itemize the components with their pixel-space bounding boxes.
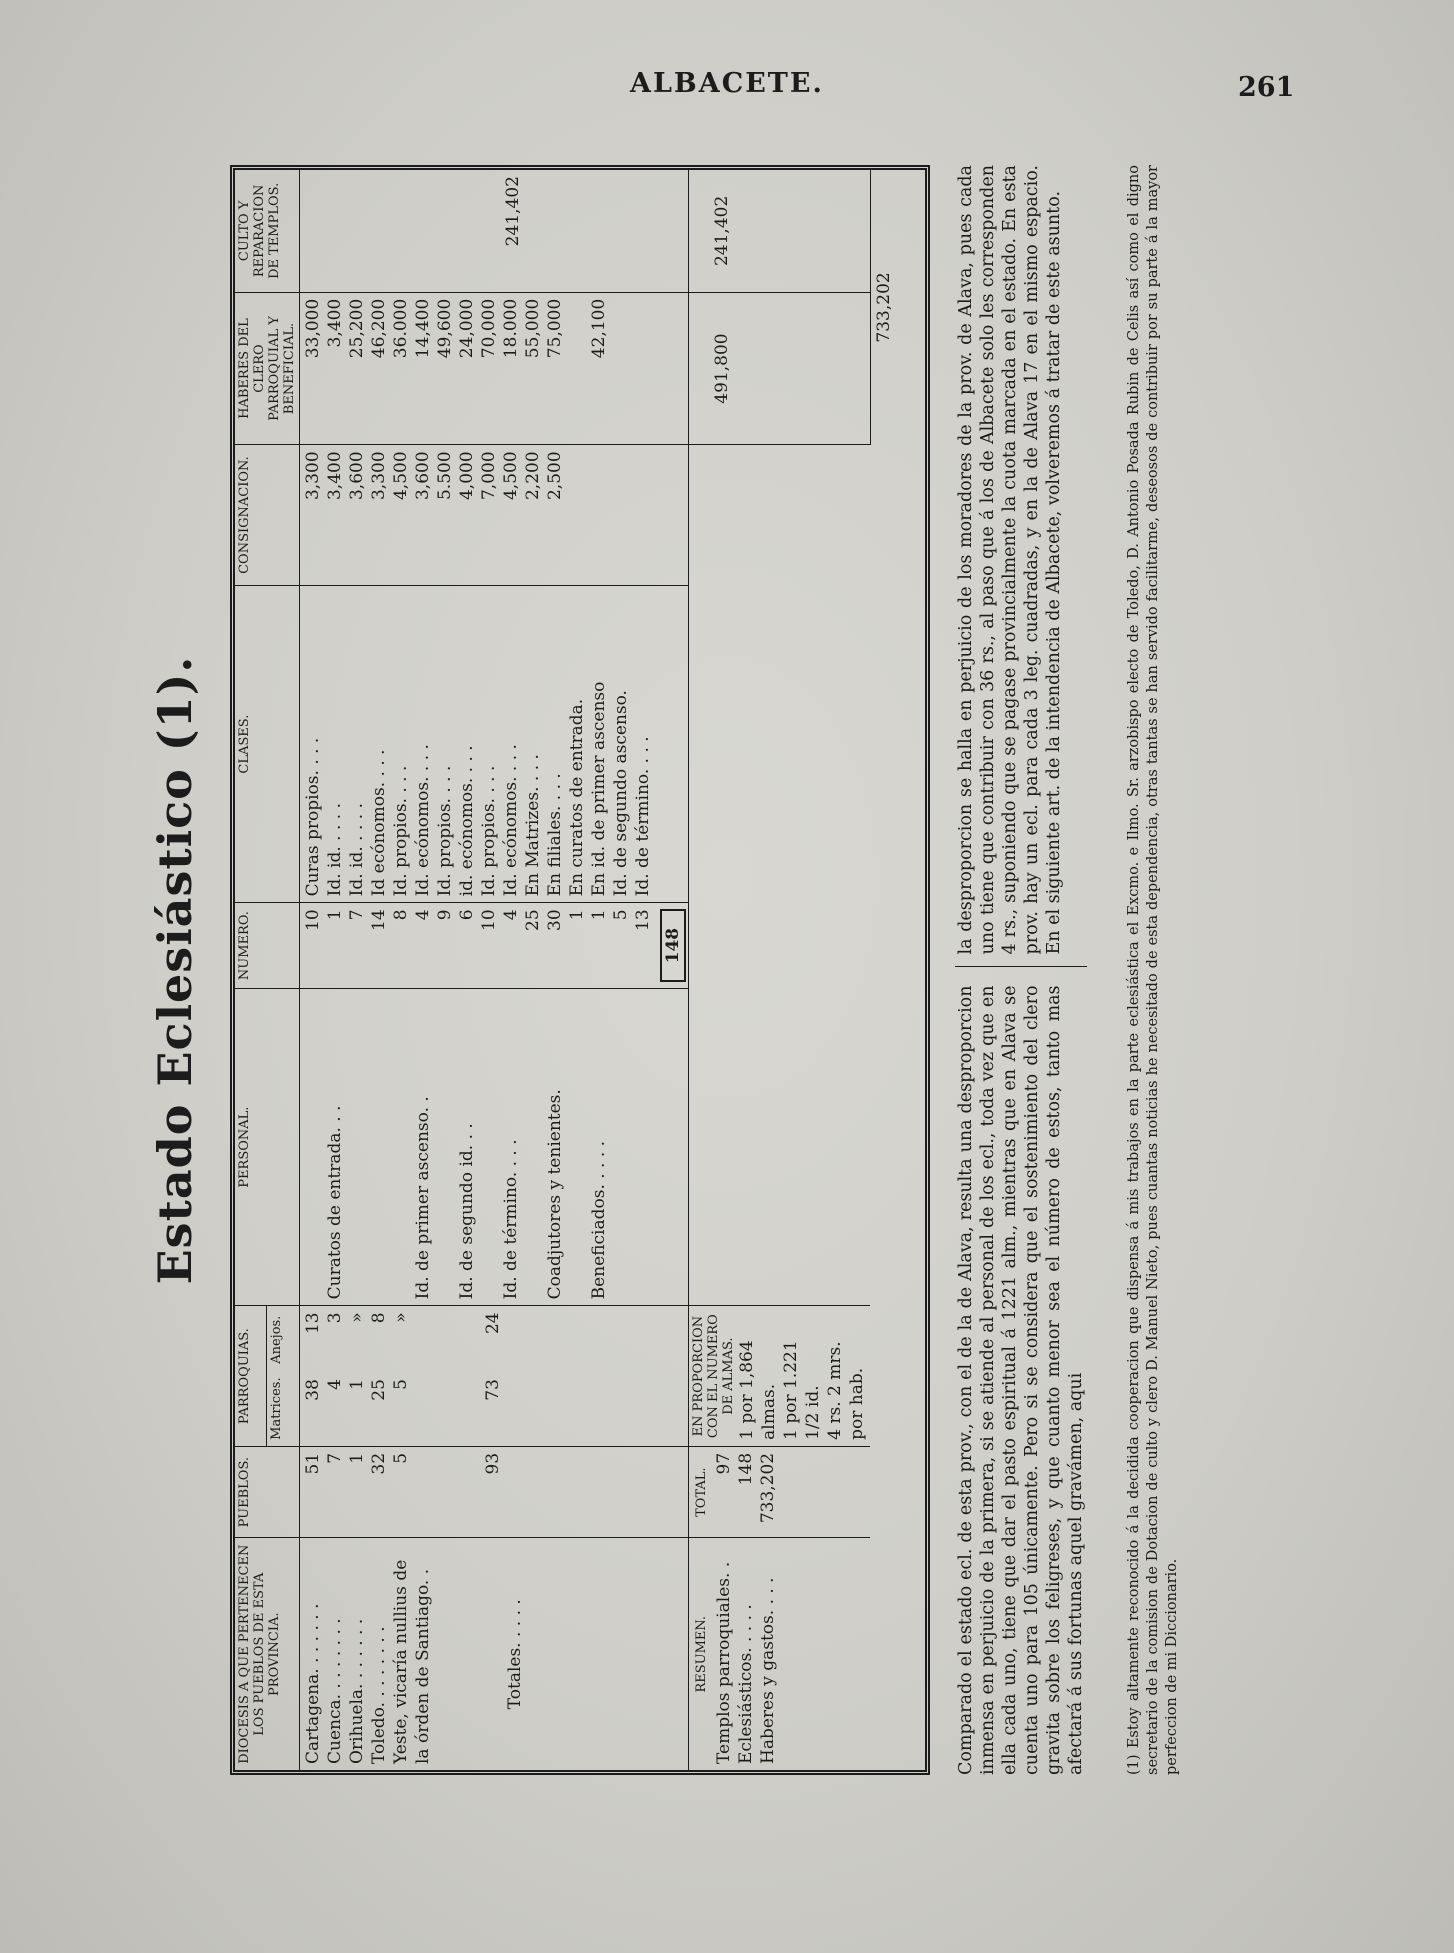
proporcion-header: EN PROPORCION CON EL NUMERO DE ALMAS. [691, 1314, 736, 1439]
clase-label: Id. id. . . . . [325, 803, 345, 897]
personal-group: Id. de primer ascenso. . [413, 1096, 433, 1300]
resumen-total: 733,202 [758, 1452, 778, 1524]
numero-value: 10 [479, 909, 499, 931]
consignacion-value: 3,300 [303, 451, 323, 501]
personal-group: Coadjutores y tenientes. [545, 1089, 565, 1300]
haberes-header: HABERES DEL CLERO PARROQUIAL Y BENEFICIAL. [235, 292, 300, 445]
rotated-content [140, 150, 1220, 1790]
pueblos-header: PUEBLOS. [235, 1446, 300, 1538]
haberes-value: 36.000 [391, 298, 411, 359]
clase-label: Id. propios. . . . [391, 765, 411, 897]
matrices-total: 73 [483, 1379, 503, 1401]
clases-header: CLASES. [235, 585, 300, 903]
pueblos-value: 51 [303, 1452, 323, 1475]
haberes-value: 46,200 [369, 298, 389, 359]
clase-label: id. ecónomos. . . . [457, 745, 477, 897]
haberes-value: 24,000 [457, 298, 477, 359]
diocesis-name: Orihuela. . . . . . . [347, 1618, 367, 1764]
clase-label: Id ecónomos. . . . [369, 749, 389, 897]
anejos-header: Anejos. [269, 1315, 285, 1364]
numero-value: 9 [435, 909, 455, 921]
personal-group: Curatos de entrada. . . [325, 1105, 345, 1300]
clase-label: Id. ecónomos. . . . [501, 744, 521, 897]
culto-header: CULTO Y REPARACION DE TEMPLOS. [235, 170, 300, 292]
numero-value: 30 [545, 909, 565, 931]
consignacion-header: CONSIGNACION. [235, 445, 300, 585]
personal-group: Id. de segundo id. . . [457, 1123, 477, 1300]
resumen-labels [689, 1538, 871, 1770]
numero-total: 148 [660, 909, 686, 981]
resumen-proporcion-cell [689, 1306, 871, 1446]
haberes-value: 3,400 [325, 298, 345, 348]
diocesis-name: Cartagena. . . . . . . [303, 1603, 323, 1764]
haberes-value: 55,000 [523, 298, 543, 359]
pueblos-value: 7 [325, 1452, 345, 1464]
resumen-total: 97 [714, 1452, 734, 1475]
numero-value: 13 [633, 909, 653, 931]
resumen-haberes-cell [689, 292, 871, 445]
numero-value: 4 [501, 909, 521, 921]
totales-label: Totales. . . . . [505, 1599, 525, 1710]
total-header: TOTAL. [694, 1467, 709, 1517]
resumen-row-label: Eclesiásticos. . . . . [736, 1604, 756, 1764]
pueblos-cell [300, 1446, 689, 1538]
personal-cell [300, 988, 689, 1306]
page-number: 261 [1238, 72, 1295, 103]
consignacion-value: 5.500 [435, 451, 455, 501]
numero-value: 8 [391, 909, 411, 921]
anejos-value: » [347, 1312, 367, 1323]
matrices-value: 1 [347, 1379, 367, 1390]
anejos-value: 8 [369, 1312, 389, 1324]
matrices-cell [300, 1373, 689, 1446]
header-row [235, 170, 267, 1770]
numero-cell [300, 903, 689, 988]
clase-label: En curatos de entrada. [567, 698, 587, 897]
diocesis-name: Yeste, vicaría nullius de la órden de Santiago. . [391, 1559, 433, 1764]
resumen-culto-total: 241,402 [712, 195, 732, 267]
resumen-row-label: Haberes y gastos. . . . [758, 1577, 778, 1764]
grand-total-spacer [870, 445, 897, 1770]
consignacion-value: 4,000 [457, 451, 477, 501]
consignacion-value: 2,200 [523, 451, 543, 501]
resumen-proporcion: 1 por 1,864 almas. [737, 1340, 779, 1440]
diocesis-name: Toledo. . . . . . . . [369, 1626, 389, 1764]
beneficiados-haberes: 42,100 [589, 298, 609, 359]
ecclesiastical-table [230, 165, 930, 1775]
body-column-2: la desproporcion se halla en perjuicio de los moradores de la prov. de Alava, pues cada uno tiene que contribuir con 36 rs., al paso que á los de Albacete solo les corresponden 4 rs., suponiendo que se pagase provincialmente la cuota marcada en el estado. En esta prov. hay un ecl. para cada 3 leg. cuadradas, y en la de Alava 17 en el mismo espacio. En el siguiente art. de la intendencia de Albacete, volveremos á tratar de este asunto. [955, 165, 1087, 968]
consignacion-cell [300, 445, 689, 585]
resumen-empty [689, 445, 871, 1306]
haberes-value: 18.000 [501, 298, 521, 359]
consignacion-value: 4,500 [501, 451, 521, 501]
numero-value: 4 [413, 909, 433, 921]
matrices-header: Matrices. [267, 1373, 300, 1446]
clase-label: Id. de segundo ascenso. [611, 690, 631, 897]
body-row [300, 170, 689, 1770]
running-header-title: ALBACETE. [630, 68, 824, 99]
clase-label: En id. de primer ascenso [589, 681, 609, 897]
grand-total: 733,202 [873, 272, 894, 343]
resumen-total: 148 [736, 1452, 756, 1486]
clases-cell [300, 585, 689, 903]
haberes-value: 70,000 [479, 298, 499, 359]
numero-value: 6 [457, 909, 477, 921]
resumen-culto-cell [689, 170, 871, 292]
consignacion-value: 2,500 [545, 451, 565, 501]
matrices-value: 25 [369, 1379, 389, 1401]
grand-total-row [870, 170, 897, 1770]
numero-value: 25 [523, 909, 543, 931]
resumen-proporcion: 1 por 1.221 1/2 id. [781, 1340, 823, 1440]
numero-value: 1 [325, 909, 345, 921]
consignacion-value: 3,600 [413, 451, 433, 501]
consignacion-value: 4,500 [391, 451, 411, 501]
diocesis-name: Cuenca. . . . . . . . [325, 1618, 345, 1764]
consignacion-value: 3,600 [347, 451, 367, 501]
clase-label: Id. propios. . . . [479, 765, 499, 897]
culto-cell [300, 170, 689, 292]
haberes-value: 33,000 [303, 298, 323, 359]
haberes-value: 25,200 [347, 298, 367, 359]
anejos-value: 13 [303, 1312, 323, 1335]
anejos-value: » [391, 1312, 411, 1323]
table-title: Estado Eclesiástico (1). [148, 655, 202, 1285]
numero-value: 14 [369, 909, 389, 931]
consignacion-value: 3,400 [325, 451, 345, 501]
personal-header: PERSONAL. [235, 988, 300, 1306]
numero-value: 10 [303, 909, 323, 931]
resumen-proporcion: 4 rs. 2 mrs. por hab. [825, 1341, 867, 1440]
haberes-value: 75,000 [545, 298, 565, 359]
anejos-total: 24 [483, 1312, 503, 1335]
consignacion-value: 3,300 [369, 451, 389, 501]
parroquias-header: PARROQUIAS. [235, 1306, 267, 1446]
grand-total-cell [870, 170, 897, 445]
numero-value: 1 [567, 909, 587, 921]
pueblos-value: 32 [369, 1452, 389, 1475]
clase-label: Id. ecónomos. . . . [413, 744, 433, 897]
body-column-1: Comparado el estado ecl. de esta prov., con el de la de Alava, resulta una desproporcion inmensa en perjuicio de la primera, si se atiende al personal de los ecl., toda vez que en ella cada uno, tiene que dar el pasto espiritual á 1221 alm., mientras que en Alava se cuenta uno para 105 únicamente. Pero si se considera que el sostenimiento del clero gravita sobre los feligreses, y que cuanto menor sea el número de estos, tanto mas afectará á sus fortunas aquel gravámen, aqui [956, 985, 1086, 1775]
resumen-row-label: Templos parroquiales. . [714, 1561, 734, 1764]
pueblos-value: 1 [347, 1452, 367, 1464]
numero-header: NUMERO. [235, 903, 300, 988]
main-table [235, 170, 897, 1770]
clase-label: Id. propios. . . . [435, 765, 455, 897]
haberes-cell [300, 292, 689, 445]
haberes-value: 49,600 [435, 298, 455, 359]
consignacion-value: 7,000 [479, 451, 499, 501]
resumen-total-cell [689, 1446, 871, 1538]
matrices-value: 38 [303, 1379, 323, 1401]
haberes-value: 14,400 [413, 298, 433, 359]
anejos-cell [300, 1306, 689, 1373]
numero-value: 1 [589, 909, 609, 921]
resumen-row [689, 170, 871, 1770]
clase-label: En Matrizes. . . . [523, 754, 543, 897]
personal-group: Id. de término. . . . [501, 1139, 521, 1300]
diocesis-header: DIOCESIS A QUE PERTENECEN LOS PUEBLOS DE ESTA PROVINCIA. [237, 1544, 282, 1764]
clase-label: Curas propios. . . . [303, 737, 323, 897]
pueblos-value: 5 [391, 1452, 411, 1464]
culto-value: 241,402 [503, 176, 523, 247]
numero-value: 7 [347, 909, 367, 921]
numero-value: 5 [611, 909, 631, 921]
pueblos-total: 93 [483, 1452, 503, 1475]
body-text [955, 165, 1087, 1775]
clase-label: Id. id. . . . . [347, 803, 367, 897]
matrices-value: 5 [391, 1379, 411, 1390]
matrices-value: 4 [325, 1379, 345, 1390]
resumen-label: RESUMEN. [694, 1615, 709, 1693]
personal-group: Beneficiados. . . . . [589, 1140, 609, 1300]
footnote: (1) Estoy altamente reconocido á la decidida cooperacion que dispensa á mis trabajos en la parte eclesiástica el Excmo. e Ilmo. Sr. arzobispo electo de Toledo, D. Antonio Posada Rubin de Celis así como el digno secretario de la comision de Dotacion de culto y clero D. Manuel Nieto, pues cuantas noticias he necesitado de esta dependencia, otras tantas se han servido facilitarme, deseosos de contribuir por su parte á la mayor perfeccion de mi Diccionario. [1126, 165, 1180, 1775]
diocesis-cell [300, 1538, 689, 1770]
anejos-value: 3 [325, 1312, 345, 1324]
clase-label: Id. de término. . . . [633, 736, 653, 897]
clase-label: En filiales. . . . [545, 773, 565, 897]
resumen-haberes-total: 491,800 [712, 333, 732, 404]
